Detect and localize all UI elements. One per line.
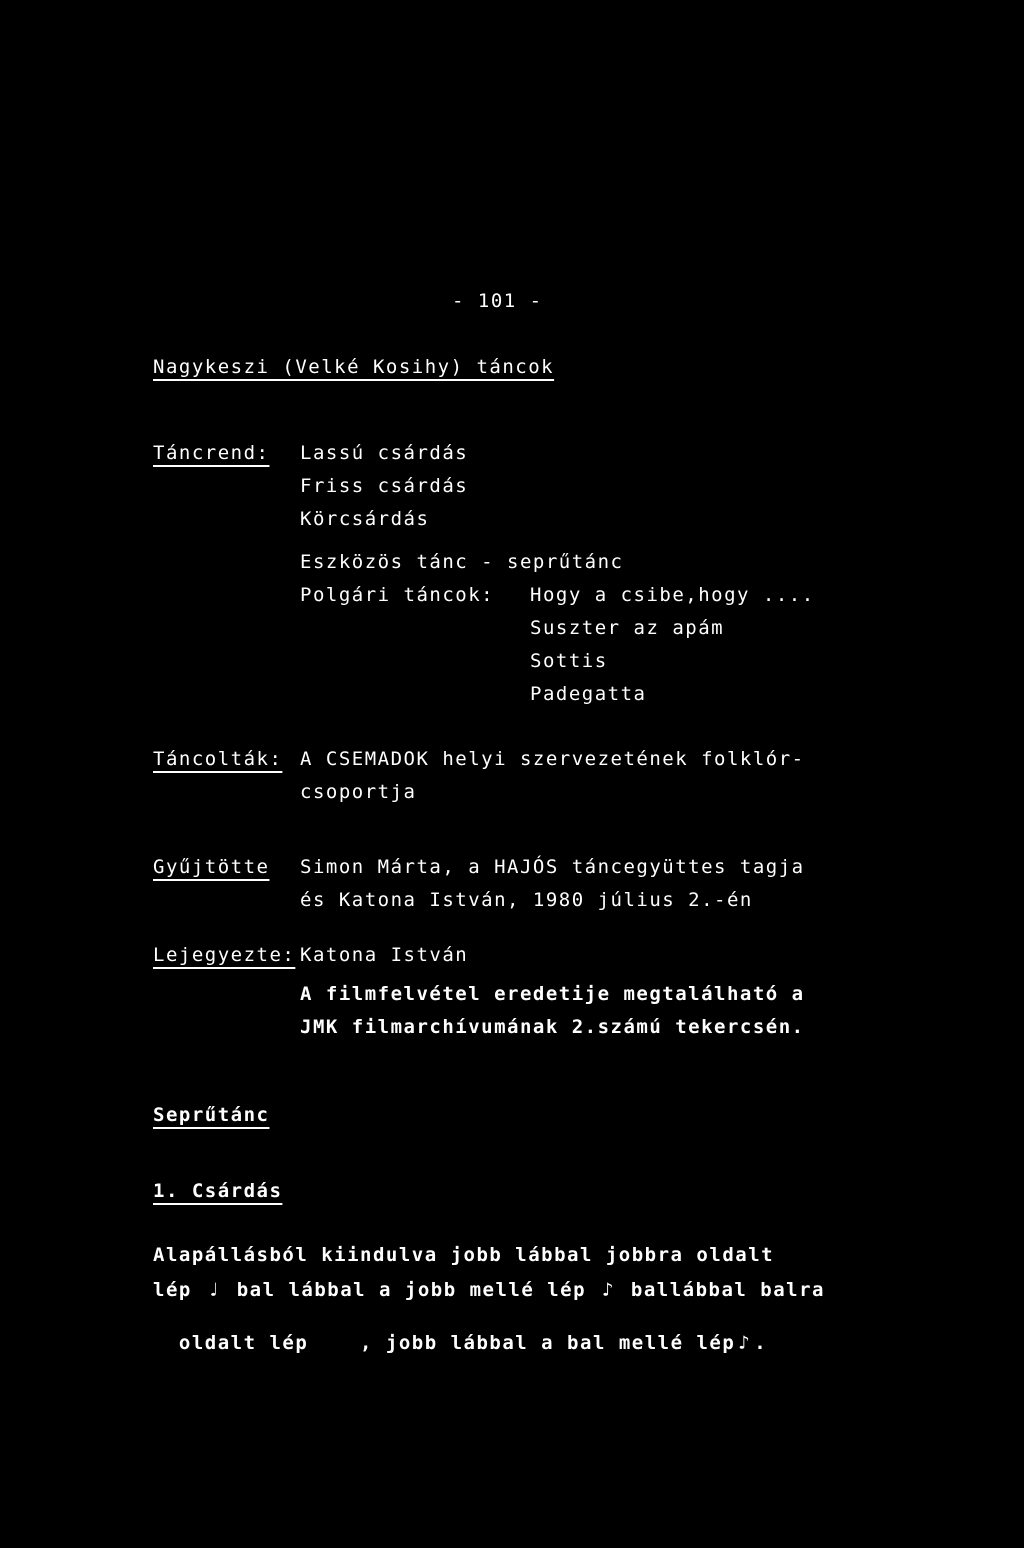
collector-label: Gyűjtötte [153, 856, 270, 878]
performers-text: A CSEMADOK helyi szervezetének folklór- [300, 748, 805, 770]
body-line [153, 1315, 767, 1353]
eighth-note-icon: ♪ [602, 1279, 615, 1301]
notation-text: JMK filmarchívumának 2.számú tekercsén. [300, 1016, 805, 1038]
civic-dance-item: Suszter az apám [530, 617, 725, 639]
page-number: - 101 - [452, 290, 543, 312]
civic-dance-item: Hogy a csibe,hogy .... [530, 584, 815, 606]
order-item: Körcsárdás [300, 508, 430, 530]
document-title: Nagykeszi (Velké Kosihy) táncok [153, 356, 555, 378]
notation-name: Katona István [300, 944, 469, 966]
tool-dance: Eszközös tánc - seprűtánc [300, 551, 624, 573]
civic-dance-item: Padegatta [530, 683, 647, 705]
collector-text: Simon Márta, a HAJÓS táncegyüttes tagja [300, 856, 805, 878]
subsection-title: 1. Csárdás [153, 1180, 283, 1202]
body-text: . [754, 1332, 768, 1354]
performers-text: csoportja [300, 781, 417, 803]
eighth-note-icon: ♪ [738, 1332, 752, 1354]
performers-label: Táncolták: [153, 748, 283, 770]
body-line [153, 1281, 825, 1300]
collector-text: és Katona István, 1980 július 2.-én [300, 889, 753, 911]
body-text: oldalt lép , jobb lábbal a bal mellé lép [178, 1332, 736, 1354]
order-item: Friss csárdás [300, 475, 469, 497]
civic-dance-item: Sottis [530, 650, 608, 672]
notation-label: Lejegyezte: [153, 944, 296, 966]
body-text: lép [153, 1279, 192, 1301]
body-line: Alapállásból kiindulva jobb lábbal jobbra oldalt [153, 1244, 775, 1266]
order-item: Lassú csárdás [300, 442, 469, 464]
notation-text: A filmfelvétel eredetije megtalálható a [300, 983, 805, 1005]
quarter-note-icon: ♩ [207, 1279, 221, 1301]
body-text: ballábbal balra [630, 1279, 825, 1301]
body-text: bal lábbal a jobb mellé lép [236, 1279, 587, 1301]
civic-dances-label: Polgári táncok: [300, 584, 495, 606]
section-title: Seprűtánc [153, 1104, 270, 1126]
order-label: Táncrend: [153, 442, 270, 464]
